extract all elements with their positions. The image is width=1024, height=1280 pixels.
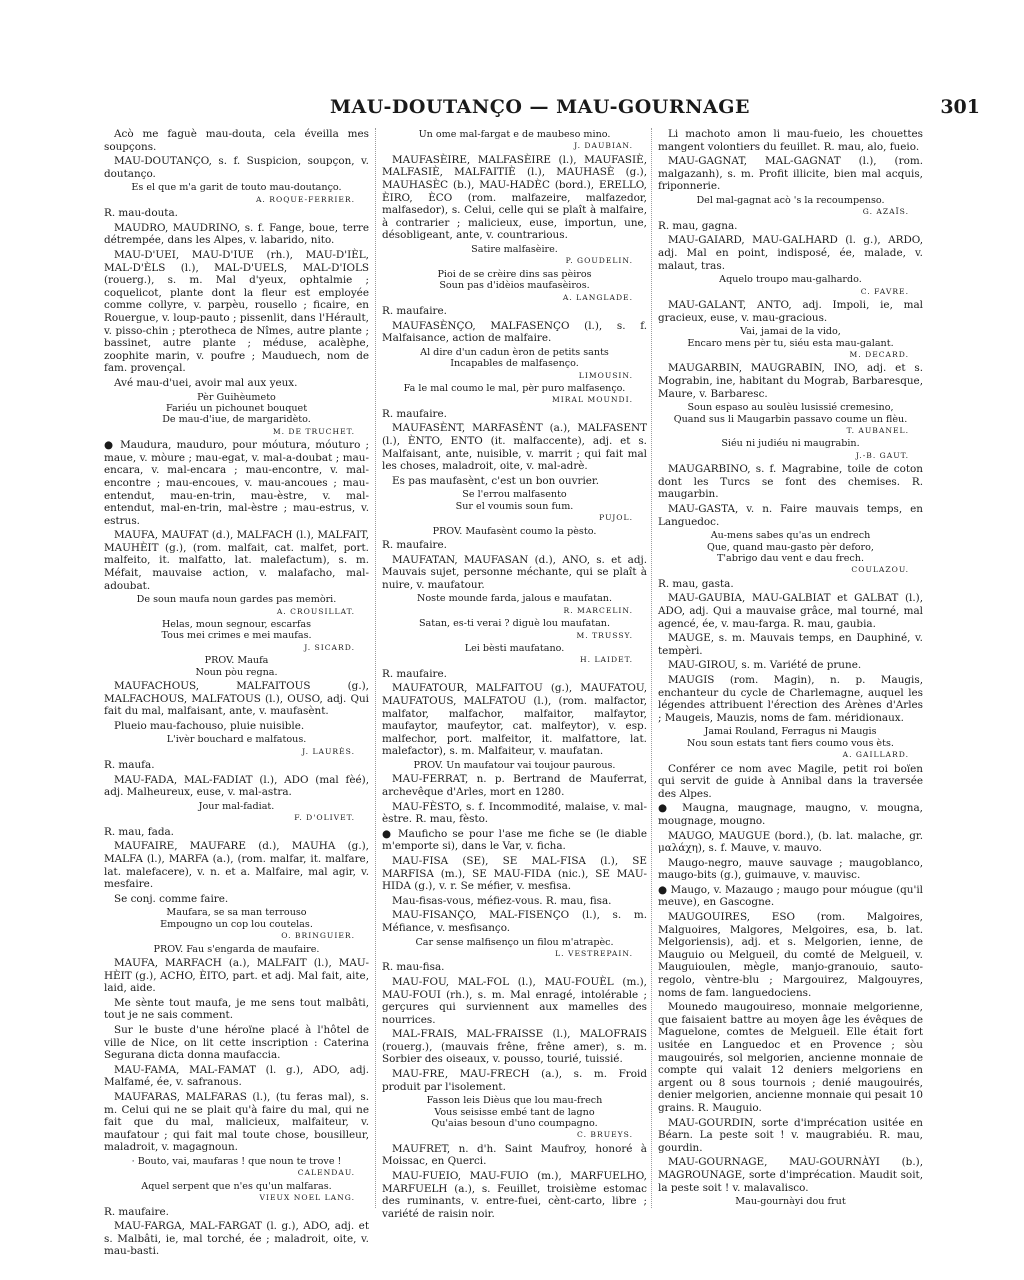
quotation bbox=[382, 1095, 647, 1141]
dictionary-entry: MAU-FAMA, MAL-FAMAT (l. g.), ADO, adj. Malfamé, ée, v. safranous. bbox=[104, 1063, 369, 1089]
quote-line: Tous mei crimes e mei maufas. bbox=[161, 630, 312, 642]
dictionary-entry: MAUFARAS, MALFARAS (l.), (tu feras mal), s. m. Celui qui ne se plait qu'à faire du mal, qui ne fait que du mal, malicieux, malfaiteur, v. maufatour ; qui fait mal toute chose, bousilleur, maladroit, v. magagnoun. bbox=[104, 1091, 369, 1154]
quotation bbox=[382, 129, 647, 152]
etymology-ref: R. maufa. bbox=[104, 759, 155, 772]
quotation bbox=[104, 1156, 369, 1179]
quote-line: Jamai Rouland, Ferragus ni Maugis bbox=[704, 726, 877, 738]
dictionary-entry: Conférer ce nom avec Magile, petit roi boïen qui servit de guide à Annibal dans la traversée des Alpes. bbox=[658, 762, 923, 800]
quote-line: Noste mounde farda, jalous e maufatan. bbox=[416, 593, 613, 605]
dictionary-entry: MAUFASÈNT, MARFASÈNT (a.), MALFASENT (l.), ÈNTO, ENTO (it. malfaccente), adj. et s. Malfaisant, ante, nuisible, v. marrit ; qui fait mal les choses, maladroit, oite, v. mal-adrè. bbox=[382, 422, 647, 473]
quotation bbox=[658, 402, 923, 436]
quotation bbox=[104, 944, 369, 955]
quotation bbox=[104, 734, 369, 757]
quotation bbox=[104, 907, 369, 941]
quotation bbox=[658, 274, 923, 297]
dictionary-entry: MAUDRO, MAUDRINO, s. f. Fange, boue, terre détrempée, dans les Alpes, v. labarido, nito. bbox=[104, 221, 369, 247]
quote-line: Au-mens sabes qu'as un endrech bbox=[710, 530, 871, 542]
quote-author: A. GAILLARD. bbox=[842, 750, 909, 760]
dictionary-entry: Me sènte tout maufa, je me sens tout malbâti, tout je ne sais comment. bbox=[104, 996, 369, 1022]
dictionary-entry: MAU-FÈSTO, s. f. Incommodité, malaise, v. mal-èstre. R. mau, fèsto. bbox=[382, 800, 647, 826]
quote-line: Soun espaso au soulèu lusissié cremesino, bbox=[687, 402, 894, 414]
dictionary-entry: Li machoto amon li mau-fueio, les chouettes mangent volontiers du feuillet. R. mau, alo, fueio. bbox=[658, 128, 923, 153]
running-head bbox=[100, 96, 980, 120]
dictionary-entry: MAUFATAN, MAUFASAN (d.), ANO, s. et adj. Mauvais sujet, personne méchante, qui se plaît à nuire, v. maufatour. bbox=[382, 553, 647, 591]
dictionary-entry: Mau-fisas-vous, méfiez-vous. R. mau, fisa. bbox=[392, 894, 612, 907]
quote-line: Se l'errou malfasento bbox=[462, 489, 567, 501]
dictionary-entry: MAU-GIROU, s. m. Variété de prune. bbox=[668, 659, 862, 672]
quote-line: Pioi de se crèire dins sas pèiros bbox=[437, 268, 592, 280]
quote-author: C. FAVRE. bbox=[860, 286, 909, 296]
etymology-ref: R. mau-douta. bbox=[104, 207, 178, 220]
quote-author: PUJOL. bbox=[599, 513, 633, 523]
quotation bbox=[658, 326, 923, 360]
quote-author: P. GOUDELIN. bbox=[565, 256, 633, 266]
column-divider bbox=[375, 128, 376, 1208]
quote-author: CALENDAU. bbox=[297, 1168, 355, 1178]
quotation bbox=[658, 726, 923, 760]
quote-line: Soun pas d'idèios maufasèiros. bbox=[439, 280, 590, 292]
dictionary-entry: MAU-GAUBIA, MAU-GALBIAT et GALBAT (l.), ADO, adj. Qui a mauvaise grâce, mal tourné, mal agencé, ée, v. mau-farga. R. mau, gaubia. bbox=[658, 592, 923, 630]
quote-line: T'abrigo dau vent e dau frech. bbox=[716, 552, 865, 564]
quote-author: A. ROQUE-FERRIER. bbox=[255, 194, 355, 204]
dictionary-entry: MAUGIS (rom. Magin), n. p. Maugis, enchanteur du cycle de Charlemagne, auquel les légendes attribuent l'érection des Arènes d'Arles ; Maugeis, Mauzis, noms de fam. méridionaux. bbox=[658, 673, 923, 724]
quote-line: Nou soun estats tant fiers coumo vous èts. bbox=[687, 737, 894, 749]
quote-author: J. DAUBIAN. bbox=[574, 141, 633, 151]
quote-line: Pèr Guihèumeto bbox=[197, 391, 276, 403]
quote-author: MIRAL MOUNDI. bbox=[552, 395, 633, 405]
dictionary-entry: MAUGE, s. m. Mauvais temps, en Dauphiné, v. tempèri. bbox=[658, 632, 923, 657]
dictionary-entry: MAUFRET, n. d'h. Saint Maufroy, honoré à Moissac, en Querci. bbox=[382, 1142, 647, 1168]
quote-author: VIEUX NOEL LANG. bbox=[259, 1193, 355, 1203]
quotation bbox=[382, 244, 647, 267]
dictionary-entry: MAUGARBINO, s. f. Magrabine, toile de coton dont les Turcs se font des chemises. R. maugarbin. bbox=[658, 463, 923, 501]
quote-line: Aquel serpent que n'es qu'un malfaras. bbox=[141, 1180, 332, 1192]
quote-line: De soun maufa noun gardes pas memòri. bbox=[136, 594, 337, 606]
quotation bbox=[658, 1196, 923, 1207]
dictionary-entry: MAU-FOU, MAL-FOL (l.), MAU-FOUÈL (m.), MAU-FOUI (rh.), s. m. Mal enragé, intolérable ; gerçures qui surviennent aux mamelles des nourrices. bbox=[382, 975, 647, 1026]
dictionary-entry: MAUFACHOUS, MALFAITOUS (g.), MALFACHOUS, MALFATOUS (l.), OUSO, adj. Qui fait du mal, malfaisant, ante, v. maufasènt. bbox=[104, 680, 369, 718]
quote-line: Fasson leis Dièus que lou mau-frech bbox=[426, 1095, 603, 1107]
quote-author: G. AZAÏS. bbox=[862, 207, 909, 217]
quote-line: Maufara, se sa man terrouso bbox=[166, 907, 307, 919]
quote-line: Al dire d'un cadun èron de petits sants bbox=[420, 346, 609, 358]
quote-line: PROV. Fau s'engarda de maufaire. bbox=[153, 943, 320, 955]
dictionary-entry: MAU-GOURNAGE, MAU-GOURNÀYI (b.), MAGROUNAGE, sorte d'imprécation. Maudit soit, la peste soit ! v. malavalisco. bbox=[658, 1156, 923, 1194]
dictionary-entry: MAU-GALANT, ANTO, adj. Impoli, ie, mal gracieux, euse, v. mau-gracious. bbox=[658, 298, 923, 324]
quote-author: O. BRINGUIER. bbox=[281, 931, 355, 941]
quote-author: F. D'OLIVET. bbox=[294, 813, 355, 823]
dictionary-entry: MAUFA, MARFACH (a.), MALFAIT (l.), MAU-HÈIT (g.), ACHO, ÈITO, part. et adj. Mal fait, aite, laid, aide. bbox=[104, 957, 369, 995]
quote-line: Sur el voumis soun fum. bbox=[455, 500, 574, 512]
dictionary-entry: MAU-FARGA, MAL-FARGAT (l. g.), ADO, adj. et s. Malbâti, ie, mal torché, ée ; maladroit, oite, v. mau-basti. bbox=[104, 1220, 369, 1258]
quote-line: Mau-gournàyi dou frut bbox=[735, 1196, 846, 1208]
dictionary-entry: Acò me faguè mau-douta, cela éveilla mes soupçons. bbox=[104, 128, 369, 153]
quote-line: De mau-d'iue, de margaridèto. bbox=[162, 414, 311, 426]
dictionary-entry: MAU-FERRAT, n. p. Bertrand de Mauferrat, archevêque d'Arles, mort en 1280. bbox=[382, 773, 647, 798]
quote-line: Del mal-gagnat acò 's la recoumpenso. bbox=[696, 194, 885, 206]
dictionary-entry: MAU-FADA, MAL-FADIAT (l.), ADO (mal fèé), adj. Malheureux, euse, v. mal-astra. bbox=[104, 773, 369, 799]
quote-line: PROV. Maufasènt coumo la pèsto. bbox=[432, 525, 597, 537]
dictionary-entry: MAU-GAIARD, MAU-GALHARD (l. g.), ARDO, adj. Mal en point, indisposé, ée, malade, v. malaut, tras. bbox=[658, 234, 923, 272]
quotation bbox=[382, 383, 647, 406]
dictionary-entry: MAUFA, MAUFAT (d.), MALFACH (l.), MALFAIT, MAUHÈIT (g.), (rom. malfait, cat. malfet, port. malfeito, it. malfatto, lat. malefactum), s. m. Méfait, mauvaise action, v. malafacho, mal-adoubat. bbox=[104, 529, 369, 592]
running-title: MAU-DOUTANÇO — MAU-GOURNAGE bbox=[330, 96, 750, 118]
quotation bbox=[104, 619, 369, 653]
column-divider bbox=[651, 128, 652, 1208]
quote-line: Siéu ni judiéu ni maugrabin. bbox=[721, 438, 860, 450]
quote-line: Encaro mens pèr tu, siéu esta mau-galant. bbox=[687, 337, 894, 349]
quotation bbox=[658, 530, 923, 576]
quote-author: LIMOUSIN. bbox=[578, 370, 633, 380]
quote-line: Aquelo troupo mau-galhardo. bbox=[719, 274, 862, 286]
quotation bbox=[382, 618, 647, 641]
etymology-ref: R. mau, gasta. bbox=[658, 577, 734, 590]
dictionary-entry: Avé mau-d'uei, avoir mal aux yeux. bbox=[114, 376, 298, 389]
dictionary-entry: Mounedo maugouireso, monnaie melgorienne, que faisaient battre au moyen âge les évêques de Maguelone, comtes de Melgueil. Elle était fort usitée en Languedoc et en Provence ; sòu maugouirés, sol melgorien, ancienne monnaie de compte qui valait 12 deniers melgoriens en argent ou 8 sous tournois ; denié maugouirés, denier melgorien, ancienne monnaie qui pesait 10 grains. R. Mauguio. bbox=[658, 1001, 924, 1114]
quotation bbox=[382, 643, 647, 666]
quote-line: Fariéu un pichounet bouquet bbox=[165, 402, 308, 414]
quote-line: PROV. Un maufatour vai toujour paurous. bbox=[413, 759, 616, 771]
quote-line: Car sense malfisenço un filou m'atrapèc. bbox=[415, 936, 614, 948]
quote-author: T. AUBANEL. bbox=[846, 425, 909, 435]
quotation bbox=[104, 594, 369, 617]
dictionary-entry: MAUFASÈNÇO, MALFASENÇO (l.), s. f. Malfaisance, action de malfaire. bbox=[382, 319, 647, 345]
quote-line: Satire malfasèire. bbox=[471, 243, 558, 255]
dictionary-entry: MAUFASÈIRE, MALFASÈIRE (l.), MAUFASIÈ, MALFASIÈ, MALFAITIÈ (l.), MAUHASÈ (g.), MAUHASÈC (b.), MAU-HADÈC (bord.), ERELLO, ÈIRO, ÈCO (rom. malfazeire, malfazedor, malfasedor), s. Celui, celle qui se plaît à malfaire, à contrarier ; malicieux, euse, importun, une, désobligeant, ante, v. countrarious. bbox=[382, 153, 647, 242]
quote-line: Qu'aias besoun d'uno coumpagno. bbox=[431, 1118, 598, 1130]
quotation bbox=[382, 937, 647, 960]
quote-author: M. TRUSSY. bbox=[576, 630, 633, 640]
quotation bbox=[382, 526, 647, 537]
quotation bbox=[104, 655, 369, 678]
quotation bbox=[104, 1181, 369, 1204]
quote-author: R. MARCELIN. bbox=[563, 605, 633, 615]
quote-author: C. BRUEYS. bbox=[577, 1130, 633, 1140]
dictionary-entry: MAUGARBIN, MAUGRABIN, INO, adj. et s. Mograbin, ine, habitant du Mograb, Barbaresque, Maure, v. Barbaresc. bbox=[658, 362, 923, 400]
quote-line: Satan, es-ti verai ? diguè lou maufatan. bbox=[418, 618, 611, 630]
quote-author: A. CROUSILLAT. bbox=[276, 606, 355, 616]
etymology-ref: R. maufaire. bbox=[382, 407, 447, 420]
quote-author: COULAZOU. bbox=[851, 565, 909, 575]
quote-line: · Bouto, vai, maufaras ! que noun te trove ! bbox=[131, 1155, 342, 1167]
dictionary-entry: ● Maugo, v. Mazaugo ; maugo pour móugue (qu'il meuve), en Gascogne. bbox=[658, 883, 923, 909]
quote-line: Un ome mal-fargat e de maubeso mino. bbox=[418, 129, 611, 140]
quote-line: Helas, moun segnour, escarfas bbox=[161, 619, 312, 631]
etymology-ref: R. maufaire. bbox=[382, 305, 447, 317]
quote-line: Que, quand mau-gasto pèr deforo, bbox=[707, 541, 874, 553]
quotation bbox=[382, 593, 647, 616]
etymology-ref: R. mau-fisa. bbox=[382, 961, 445, 974]
quote-line: L'ivèr bouchard e malfatous. bbox=[166, 734, 307, 746]
quote-author: A. LANGLADE. bbox=[562, 292, 633, 302]
quote-line: Vai, jamai de la vido, bbox=[740, 326, 841, 338]
quote-line: Noun pòu regna. bbox=[195, 666, 278, 678]
dictionary-entry: MAU-FISANÇO, MAL-FISENÇO (l.), s. m. Méfiance, v. mesfisanço. bbox=[382, 909, 647, 934]
dictionary-entry: Sur le buste d'une héroïne placé à l'hôtel de ville de Nice, on lit cette inscription : Caterina Segurana dicta donna maufaccia. bbox=[104, 1024, 369, 1062]
dictionary-entry: ● Maugna, maugnage, maugno, v. mougna, mougnage, mougno. bbox=[658, 802, 923, 827]
quote-author: M. DECARD. bbox=[849, 349, 909, 359]
dictionary-entry: Plueio mau-fachouso, pluie nuisible. bbox=[114, 719, 305, 732]
etymology-ref: R. maufaire. bbox=[104, 1205, 169, 1218]
quotation bbox=[382, 489, 647, 523]
quote-line: Incapables de malfasenço. bbox=[450, 358, 579, 370]
quote-line: Vous seisisse embé tant de lagno bbox=[434, 1106, 595, 1118]
quote-author: J. SICARD. bbox=[304, 642, 355, 652]
column-middle bbox=[382, 128, 647, 1220]
dictionary-entry: MAUFAIRE, MAUFARE (d.), MAUHA (g.), MALFA (l.), MARFA (a.), (rom. malfar, it. malfare, lat. malefacere), v. n. et a. Malfaire, mal agir, v. mesfaire. bbox=[104, 840, 369, 891]
dictionary-entry: ● Maudura, mauduro, pour móutura, móuturo ; maue, v. mòure ; mau-egat, v. mal-a-doubat ; mau-encara, v. mal-encara ; mau-encontre, v. mal-encontre ; mau-encoues, v. mau-ancoues ; mau-entendut, mau-en-trin, mau-èstre, v. mal-entendut, mal-en-trin, mal-èstre ; mau-estrus, v. estrus. bbox=[104, 439, 369, 527]
quote-line: PROV. Maufa bbox=[204, 655, 269, 667]
quote-author: J.-B. GAUT. bbox=[855, 450, 909, 460]
quote-line: Jour mal-fadiat. bbox=[198, 801, 275, 813]
etymology-ref: R. mau, gagna. bbox=[658, 219, 738, 232]
dictionary-entry: MAU-FUEIO, MAU-FUIO (m.), MARFUELHO, MARFUELH (a.), s. Feuillet, troisième estomac des ruminants, v. entre-fuei, cènt-carto, libre ; variété de raisin noir. bbox=[382, 1170, 647, 1220]
quotation bbox=[382, 269, 647, 303]
quote-line: Quand sus li Maugarbin passavo coume un flèu. bbox=[673, 413, 908, 425]
quote-line: Es el que m'a garit de touto mau-doutanço. bbox=[131, 182, 342, 194]
dictionary-entry: MAU-FRE, MAU-FRECH (a.), s. m. Froid produit par l'isolement. bbox=[382, 1068, 647, 1093]
quote-author: J. LAURÈS. bbox=[302, 746, 355, 756]
quotation bbox=[658, 195, 923, 218]
dictionary-entry: MAU-GOURDIN, sorte d'imprécation usitée en Béarn. La peste soit ! v. maugrabiéu. R. mau, gourdin. bbox=[658, 1116, 923, 1154]
column-right bbox=[658, 128, 923, 1208]
column-left bbox=[104, 128, 369, 1258]
dictionary-entry: MAUFATOUR, MALFAITOU (g.), MAUFATOU, MAUFATOUS, MALFATOU (l.), (rom. malfactor, malfator, malfachor, malfaitor, malfaytor, maufaytor, maufeytor, cat. malfeytor), v. esp. malfechor, port. malfeitor, it. malfattore, lat. malefactor), s. m. Malfaiteur, v. maufatan. bbox=[382, 682, 647, 758]
quote-author: L. VESTREPAIN. bbox=[555, 948, 633, 958]
etymology-ref: R. maufaire. bbox=[382, 667, 447, 680]
dictionary-entry: MAUGOUIRES, ESO (rom. Malgoires, Malguoires, Malgores, Melgoires, esa, b. lat. Melgoriensis), adj. et s. Melgorien, ienne, de Mauguio ou Melgueil, du comté de Melgueil, v. Mauguioulen, mègle, manjo-granouio, sauto-regolo, vèntre-blu ; Margouirez, Malgouyres, noms de fam. languedociens. bbox=[658, 911, 923, 999]
dictionary-entry: MAU-GAGNAT, MAL-GAGNAT (l.), (rom. malgazanh), s. m. Profit illicite, bien mal acquis, friponnerie. bbox=[658, 155, 923, 193]
quote-line: Empougno un cop lou coutelas. bbox=[160, 918, 313, 930]
etymology-ref: R. mau, fada. bbox=[104, 825, 174, 838]
dictionary-entry: MAU-GASTA, v. n. Faire mauvais temps, en Languedoc. bbox=[658, 502, 923, 528]
quotation bbox=[104, 182, 369, 205]
quotation bbox=[382, 347, 647, 381]
etymology-ref: R. maufaire. bbox=[382, 539, 447, 551]
quotation bbox=[382, 760, 647, 771]
quotation bbox=[658, 438, 923, 461]
dictionary-entry: ● Mauficho se pour l'ase me fiche se (le diable m'emporte si), dans le Var, v. ficha. bbox=[382, 827, 647, 853]
quote-line: Lei bèsti maufatano. bbox=[464, 643, 565, 654]
dictionary-entry: MAU-DOUTANÇO, s. f. Suspicion, soupçon, v. doutanço. bbox=[104, 155, 369, 180]
quote-line: Fa le mal coumo le mal, pèr puro malfasenço. bbox=[403, 383, 626, 394]
dictionary-entry: Maugo-negro, mauve sauvage ; maugoblanco, maugo-bits (g.), guimauve, v. mauvisc. bbox=[658, 856, 923, 882]
quotation bbox=[104, 392, 369, 438]
dictionary-entry: MAU-D'UEI, MAU-D'IUE (rh.), MAU-D'IÈL, MAL-D'ÈLS (l.), MAL-D'UELS, MAL-D'IOLS (rouerg.), s. m. Mal d'yeux, ophtalmie ; coquelicot, plante dont la fleur est employée comme collyre, v. parpèu, rousello ; ficaire, en Rouergue, v. loup-pauto ; pissenlit, dans l'Hérault, v. pisso-chin ; pterotheca de Nîmes, autre plante ; bassinet, autre plante ; méduse, acalèphe, zoophite marin, v. poufre ; Mauduech, nom de fam. provençal. bbox=[104, 248, 369, 375]
dictionary-entry: MAU-FISA (SE), SE MAL-FISA (l.), SE MARFISA (m.), SE MAU-FIDA (nic.), SE MAU-HIDA (g.), v. r. Se méfier, v. mesfisa. bbox=[382, 854, 647, 893]
quotation bbox=[104, 801, 369, 824]
dictionary-entry: MAL-FRAIS, MAL-FRAISSE (l.), MALOFRAIS (rouerg.), (mauvais frêne, frêne amer), s. m. Sorbier des oiseaux, v. pousso, tourié, tuissié. bbox=[382, 1028, 647, 1066]
dictionary-entry: Se conj. comme faire. bbox=[114, 892, 229, 905]
page-number: 301 bbox=[940, 96, 980, 118]
quote-author: M. DE TRUCHET. bbox=[272, 426, 355, 436]
dictionary-entry: MAUGO, MAUGUE (bord.), (b. lat. malache, gr. μαλάχη), s. f. Mauve, v. mauvo. bbox=[658, 829, 923, 855]
dictionary-entry: Es pas maufasènt, c'est un bon ouvrier. bbox=[392, 474, 600, 487]
quote-author: H. LAIDET. bbox=[580, 655, 633, 665]
